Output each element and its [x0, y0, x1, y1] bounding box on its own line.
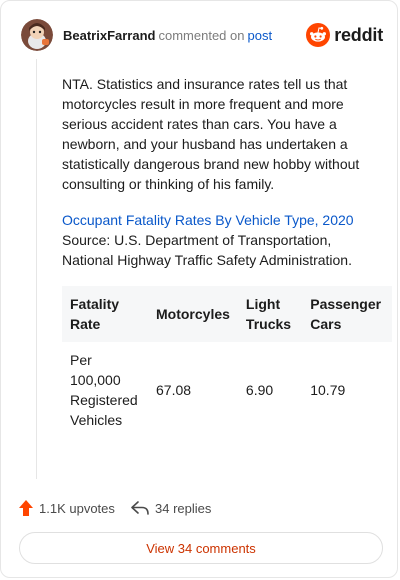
- fatality-rates-link[interactable]: Occupant Fatality Rates By Vehicle Type, 2020: [62, 212, 354, 228]
- reddit-logo[interactable]: [306, 19, 383, 51]
- action-text: commented on: [158, 28, 245, 43]
- comment-footer: [19, 497, 383, 519]
- table-row: [62, 342, 392, 438]
- fatality-table: [62, 286, 392, 438]
- upvote-arrow-icon: [19, 500, 33, 516]
- replies-button[interactable]: [131, 497, 211, 519]
- username[interactable]: BeatrixFarrand: [63, 28, 156, 43]
- header-light-trucks: Light Trucks: [245, 296, 292, 332]
- upvote-count: 1.1K upvotes: [39, 500, 115, 516]
- source-text: Source: U.S. Department of Transportation, National Highway Traffic Safety Administration.: [62, 232, 352, 268]
- thread-line: [36, 59, 37, 479]
- header-passenger-cars: Passenger Cars: [310, 296, 382, 332]
- table-header-row: [62, 286, 392, 342]
- motorcycles-value: 67.08: [156, 382, 192, 398]
- reddit-icon: [306, 23, 330, 47]
- replies-count: 34 replies: [155, 500, 212, 516]
- reddit-wordmark: reddit: [334, 24, 383, 45]
- row-label: Per 100,000 Registered Vehicles: [70, 352, 138, 428]
- byline: [63, 28, 272, 43]
- post-link[interactable]: post: [247, 28, 273, 43]
- avatar[interactable]: [21, 19, 53, 51]
- reply-icon: [131, 501, 149, 515]
- comment-text: NTA. Statistics and insurance rates tell us that motorcycles result in more frequent and more serious accident rates than cars. You have a newborn, and your husband has undertaken a statistically dangerous brand new hobby without consulting or thinking of his family.: [62, 76, 360, 192]
- light-trucks-value: 6.90: [245, 382, 274, 398]
- comment-body: [62, 74, 380, 438]
- passenger-cars-value: 10.79: [310, 382, 346, 398]
- header-motorcycles: Motorcyles: [156, 306, 230, 322]
- upvote-button[interactable]: [19, 497, 115, 519]
- header-fatality-rate: Fatality Rate: [70, 296, 120, 332]
- comment-header: [21, 19, 383, 51]
- view-comments-button[interactable]: View 34 comments: [19, 532, 383, 564]
